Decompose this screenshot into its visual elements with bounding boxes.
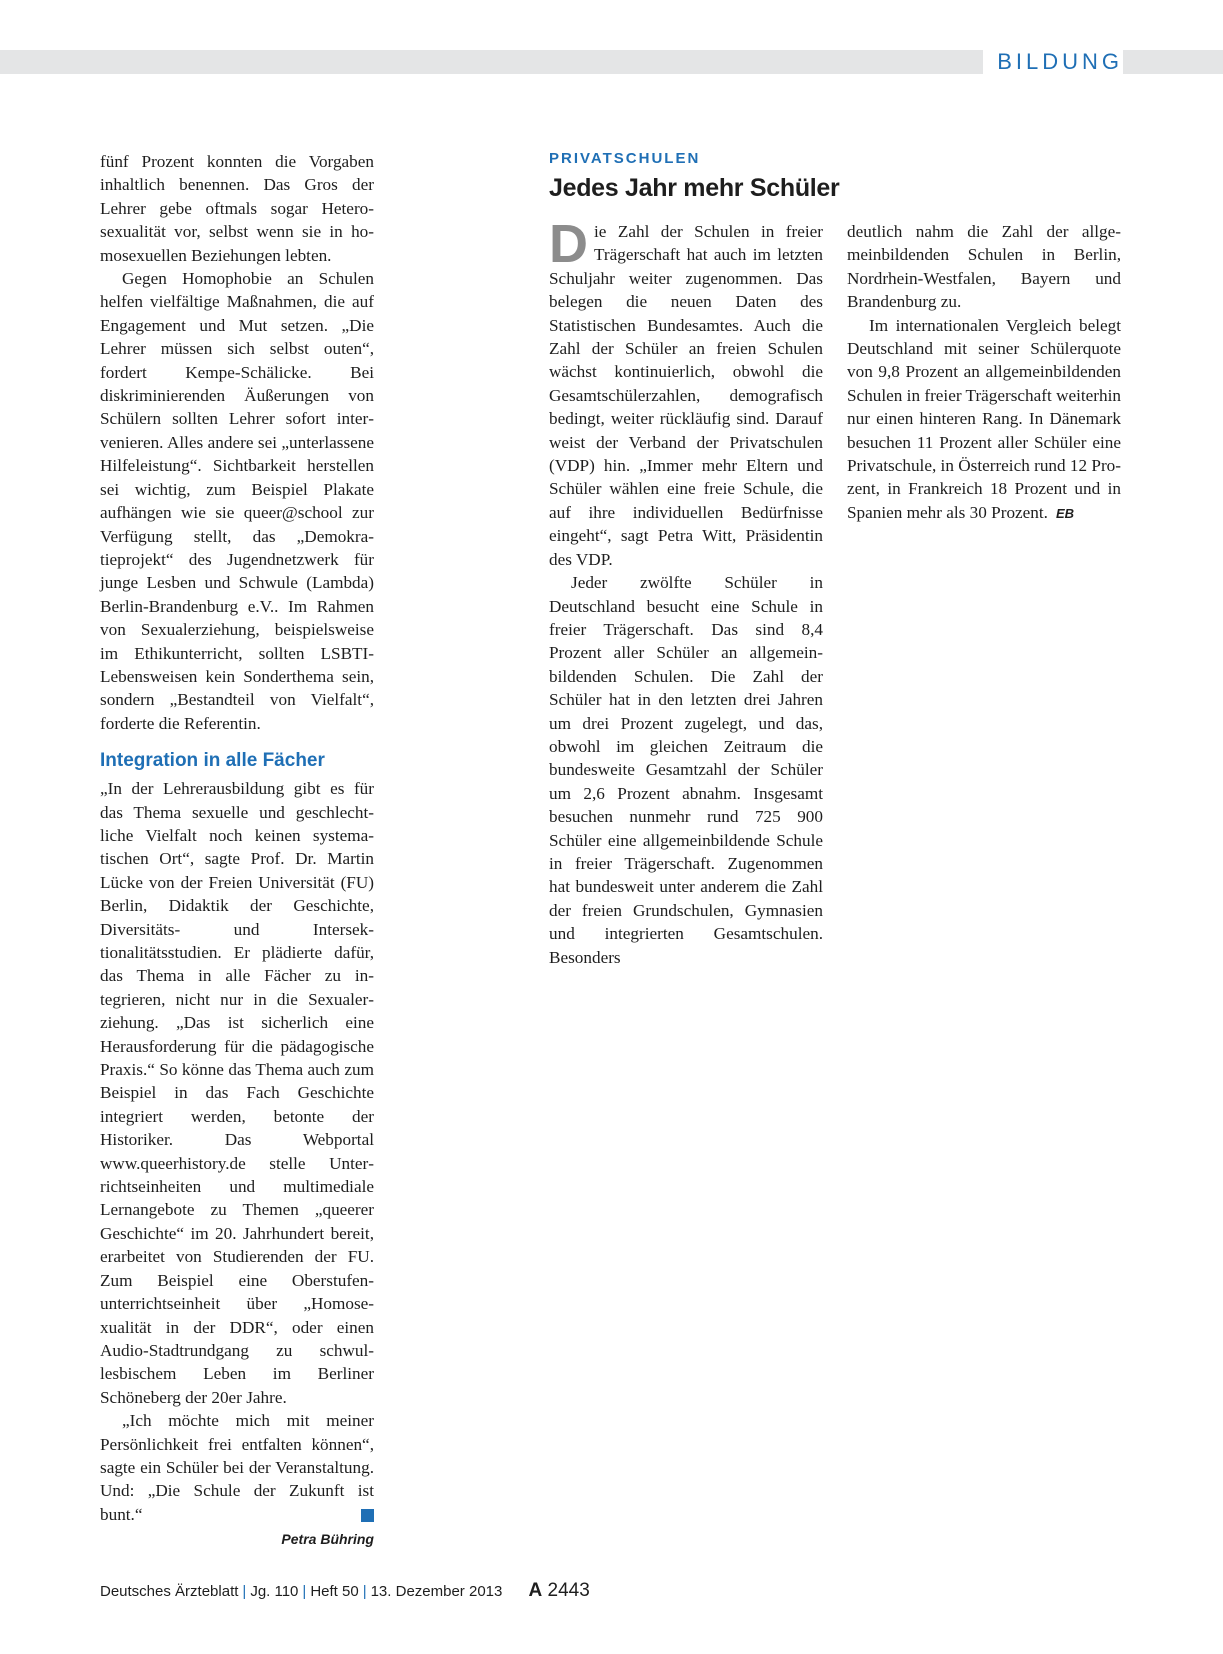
subheading: Integration in alle Fächer [100,750,325,772]
page-footer [100,1580,590,1602]
paragraph: „In der Lehrerausbildung gibt es für das Thema sexuelle und geschlechtliche Vielfalt noch keinen systematischen Ort“, sagte Prof. Dr. Martin Lücke von der Freien Universität (FU) Berlin, Didaktik der Geschichte, Diversitäts- und Intersektionalitätsstudien. Er plädierte dafür, das Thema in alle Fächer zu integrieren, nicht nur in die Sexualerziehung. „Das ist sicherlich eine Herausforderung für die pädagogische Praxis.“ So könne das Thema auch zum Beispiel in das Fach Geschichte integriert werden, betonte der Historiker. Das Webportal www.queerhistory.de stelle Unterrichtseinheiten und multimediale Lernangebote zu Themen „queerer Geschichte“ im 20. Jahrhundert bereit, erarbeitet von Studierenden der FU. Zum Beispiel eine Oberstufenunterrichtseinheit über „Homosexualität in der DDR“, oder einen Audio-Stadtrundgang zu schwullesbischem Leben im Berliner Schöneberg der 20er Jahre. [100,779,374,1407]
page-number [529,1580,590,1601]
paragraph [549,214,823,571]
paragraph: fünf Prozent konnten die Vorgaben inhaltlich benennen. Das Gros der Lehrer gebe oftmals sogar Heterosexualität vor, selbst wenn sie in homosexuellen Beziehungen lebten. [100,152,374,265]
journal-name: Deutsches Ärzteblatt [100,1583,239,1600]
author-initials: EB [1055,505,1075,521]
date: 13. Dezember 2013 [370,1583,503,1600]
separator: | [242,1583,247,1600]
paragraph: deutlich nahm die Zahl der allgemeinbildenden Schulen in Berlin, Nordrhein-Westfalen, Bayern und Brandenburg zu. [847,222,1121,312]
paragraph: Gegen Homophobie an Schulen helfen vielfältige Maßnahmen, die auf Engagement und Mut setzen. „Die Lehrer müssen sich selbst outen“, fordert Kempe-Schälicke. Bei diskriminierenden Äußerungen von Schülern sollten Lehrer sofort intervenieren. Alles andere sei „unterlassene Hilfeleistung“. Sichtbarkeit herstellen sei wichtig, zum Beispiel Plakate aufhängen wie sie queer@school zur Verfügung stellt, das „Demokratieprojekt“ des Jugendnetzwerk für junge Lesben und Schwule (Lambda) Berlin-Brandenburg e.V.. Im Rahmen von Sexualerziehung, beispielsweise im Ethikunterricht, sollten LSBTI-Lebensweisen kein Sonderthema sein, sondern „Bestandteil von Vielfalt“, forderte die Referentin. [100,269,374,733]
box-headline: Jedes Jahr mehr Schüler [549,174,840,202]
box-column-right [847,220,1121,525]
author-byline: Petra Bühring [281,1531,374,1548]
paragraph: Jeder zwölfte Schüler in Deutschland besucht eine Schule in freier Trägerschaft. Das sind 8,4 Prozent aller Schüler an allgemeinbildenden Schulen. Die Zahl der Schüler hat in den letzten drei Jahren um drei Prozent zugelegt, und das, obwohl im gleichen Zeitraum die bundesweite Gesamtzahl der Schüler um 2,6 Prozent abnahm. Insgesamt besuchen nunmehr rund 725 900 Schüler eine allgemeinbildende Schule in freier Trägerschaft. Zugenommen hat bundesweit unter anderem die Zahl der freien Grundschulen, Gymnasien und integrierten Gesamtschulen. Besonders [549,573,823,967]
drop-cap: D [549,214,588,274]
paragraph-text: Im internationalen Vergleich belegt Deutschland mit seiner Schülerquote von 9,8 Prozent an allgemeinbildenden Schulen in freier Trägerschaft weiterhin nur einen hinteren Rang. In Dänemark besuchen 11 Prozent aller Schüler eine Privatschule, in Österreich rund 12 Prozent, in Frankreich 18 Prozent und in Spanien mehr als 30 Prozent. [847,315,1121,522]
paragraph [847,314,1121,526]
article-column-left [100,150,374,1552]
section-label: BILDUNG [983,48,1123,76]
issue: Heft 50 [310,1583,359,1600]
page-number-value: 2443 [547,1580,590,1601]
box-kicker: PRIVATSCHULEN [549,150,701,167]
volume: Jg. 110 [250,1583,299,1600]
paragraph-text: „Ich möchte mich mit meiner Persönlichkeit frei entfalten können“, sagte ein Schüler bei der Veranstaltung. Und: „Die Schule der Zukunft ist bunt.“ [100,1411,374,1524]
box-column-middle [549,214,823,969]
page-prefix: A [528,1580,543,1601]
paragraph [100,1409,374,1526]
separator: | [362,1583,367,1600]
separator: | [302,1583,307,1600]
paragraph-text: ie Zahl der Schulen in freier Trägerschaft hat auch im letzten Schuljahr weiter zugenommen. Das belegen die neuen Daten des Statistischen Bundesamtes. Auch die Zahl der Schüler an freien Schulen wächst kontinuierlich, obwohl die Gesamtschülerzahlen, demografisch bedingt, weiter rückläufig sind. Darauf weist der Verband der Privatschulen (VDP) hin. „Immer mehr Eltern und Schüler wählen eine freie Schule, die auf ihre individuellen Bedürfnisse eingeht“, sagt Petra Witt, Präsidentin des VDP. [549,222,823,569]
end-of-article-mark [361,1509,374,1522]
